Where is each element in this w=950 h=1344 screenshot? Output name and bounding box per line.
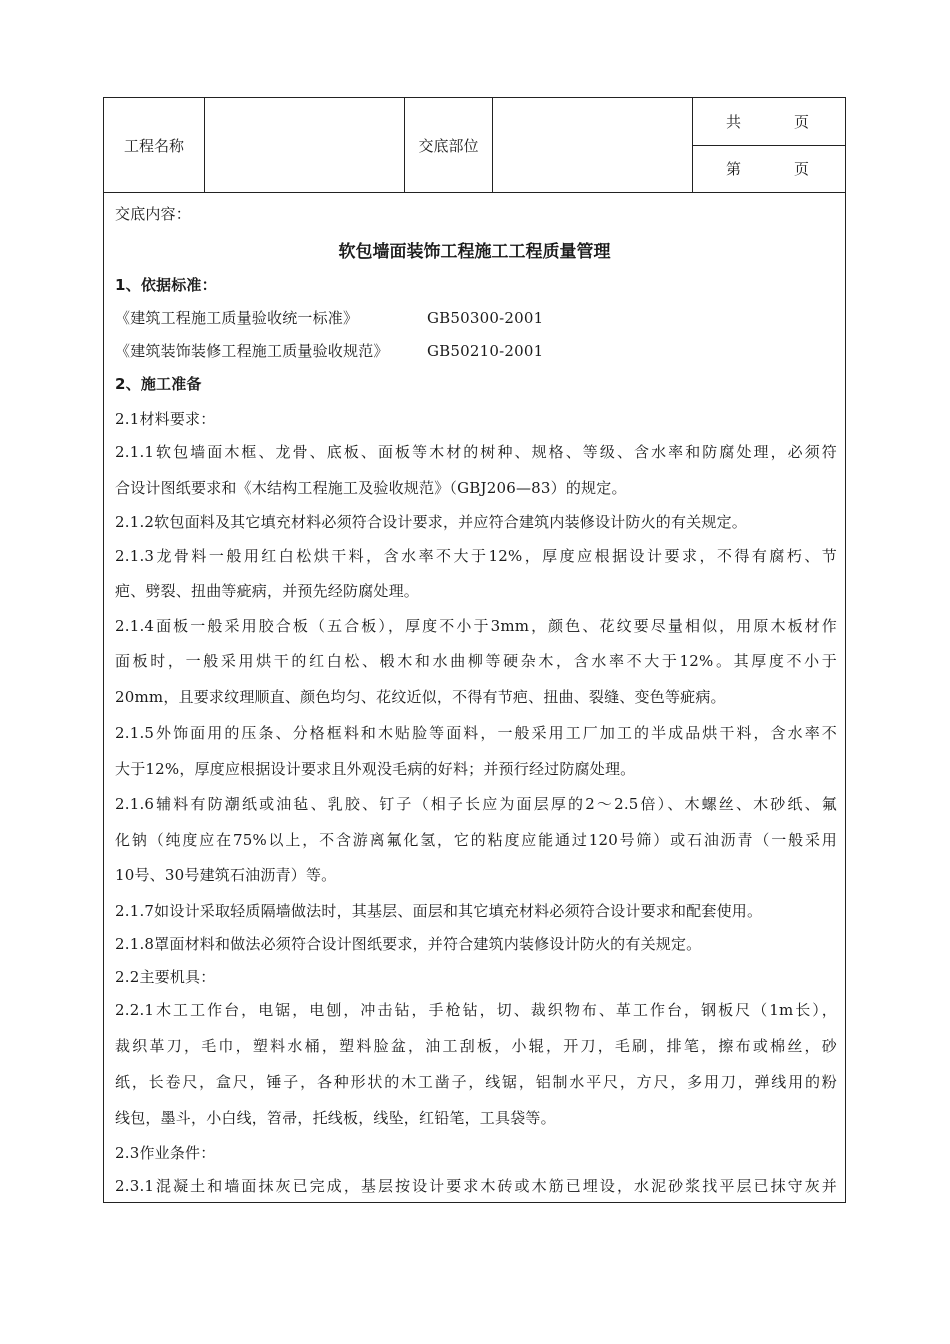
- handover-form: [103, 97, 846, 1203]
- text-line: 2.3.1混凝土和墙面抹灰已完成，基层按设计要求木砖或木筋已埋设，水泥砂浆找平层已抹守灰并: [115, 1177, 837, 1195]
- standard-item: [115, 340, 837, 361]
- project-name-field: [205, 98, 405, 192]
- section-1-heading: 1、依据标准：: [115, 276, 217, 294]
- standard-code: GB50210-2001: [427, 342, 544, 360]
- total-pages-prefix: 共: [726, 113, 742, 131]
- total-pages-row: [693, 98, 845, 146]
- page-number-prefix: 第: [726, 159, 742, 178]
- text-line: 2.1材料要求：: [115, 410, 216, 428]
- text-line: 2.1.3龙骨料一般用红白松烘干料，含水率不大于12%，厚度应根据设计要求，不得有腐朽、节: [115, 547, 837, 565]
- total-pages-suffix: 页: [794, 113, 810, 131]
- text-line: 2.1.7如设计采取轻质隔墙做法时，其基层、面层和其它填充材料必须符合设计要求和配套使用。: [115, 902, 763, 920]
- form-header: [104, 98, 845, 193]
- page-count-box: [693, 98, 845, 192]
- text-line: 面板时，一般采用烘干的红白松、椴木和水曲柳等硬杂木，含水率不大于12%。其厚度不小于: [115, 652, 837, 670]
- section-2-heading: 2、施工准备: [115, 375, 202, 393]
- handover-location-label: 交底部位: [405, 98, 493, 192]
- text-line: 2.2主要机具：: [115, 968, 216, 986]
- standard-item: [115, 307, 837, 328]
- text-line: 线包，墨斗，小白线，笤帚，托线板，线坠，红铅笔，工具袋等。: [115, 1109, 556, 1127]
- text-line: 大于12%，厚度应根据设计要求且外观没毛病的好料；并预行经过防腐处理。: [115, 760, 636, 778]
- text-line: 2.1.5外饰面用的压条、分格框料和木贴脸等面料，一般采用工厂加工的半成品烘干料，含水率不: [115, 724, 837, 742]
- text-line: 合设计图纸要求和《木结构工程施工及验收规范》（GBJ206—83）的规定。: [115, 479, 627, 497]
- project-name-label: 工程名称: [104, 98, 205, 192]
- text-line: 2.3作业条件：: [115, 1144, 216, 1162]
- text-line: 2.1.6辅料有防潮纸或油毡、乳胶、钉子（相子长应为面层厚的2～2.5倍）、木螺丝、木砂纸、氟: [115, 795, 837, 813]
- standard-code: GB50300-2001: [427, 309, 544, 327]
- text-line: 20mm，且要求纹理顺直、颜色均匀、花纹近似，不得有节疤、扭曲、裂缝、变色等疵病。: [115, 688, 726, 706]
- text-line: 2.1.8罩面材料和做法必须符合设计图纸要求，并符合建筑内装修设计防火的有关规定。: [115, 935, 702, 953]
- page-number-suffix: 页: [794, 159, 810, 178]
- text-line: 纸，长卷尺，盒尺，锤子，各种形状的木工凿子，线锯，铝制水平尺，方尺，多用刀，弹线用的粉: [115, 1073, 837, 1091]
- content-label: 交底内容：: [115, 205, 192, 223]
- document-title: 软包墙面装饰工程施工工程质量管理: [338, 242, 611, 262]
- standard-name: 《建筑工程施工质量验收统一标准》: [115, 309, 359, 327]
- page-number-row: [693, 145, 845, 191]
- handover-location-field: [493, 98, 693, 192]
- text-line: 2.1.4面板一般采用胶合板（五合板），厚度不小于3mm，颜色、花纹要尽量相似，用原木板材作: [115, 617, 837, 635]
- text-line: 2.2.1木工工作台，电锯，电刨，冲击钻，手枪钻，切、裁织物布、革工作台，钢板尺（1m长），: [115, 1001, 837, 1019]
- text-line: 10号、30号建筑石油沥青）等。: [115, 866, 337, 884]
- text-line: 裁织革刀，毛巾，塑料水桶，塑料脸盆，油工刮板，小辊，开刀，毛刷，排笔，擦布或棉丝，砂: [115, 1037, 837, 1055]
- text-line: 2.1.2软包面料及其它填充材料必须符合设计要求，并应符合建筑内装修设计防火的有关规定。: [115, 513, 747, 531]
- text-line: 疤、劈裂、扭曲等疵病，并预先经防腐处理。: [115, 582, 420, 600]
- text-line: 2.1.1软包墙面木框、龙骨、底板、面板等木材的树种、规格、等级、含水率和防腐处理，必须符: [115, 443, 837, 461]
- standard-name: 《建筑装饰装修工程施工质量验收规范》: [115, 342, 389, 360]
- text-line: 化钠（纯度应在75%以上，不含游离氟化氢，它的粘度应能通过120号筛）或石油沥青（一般采用: [115, 831, 837, 849]
